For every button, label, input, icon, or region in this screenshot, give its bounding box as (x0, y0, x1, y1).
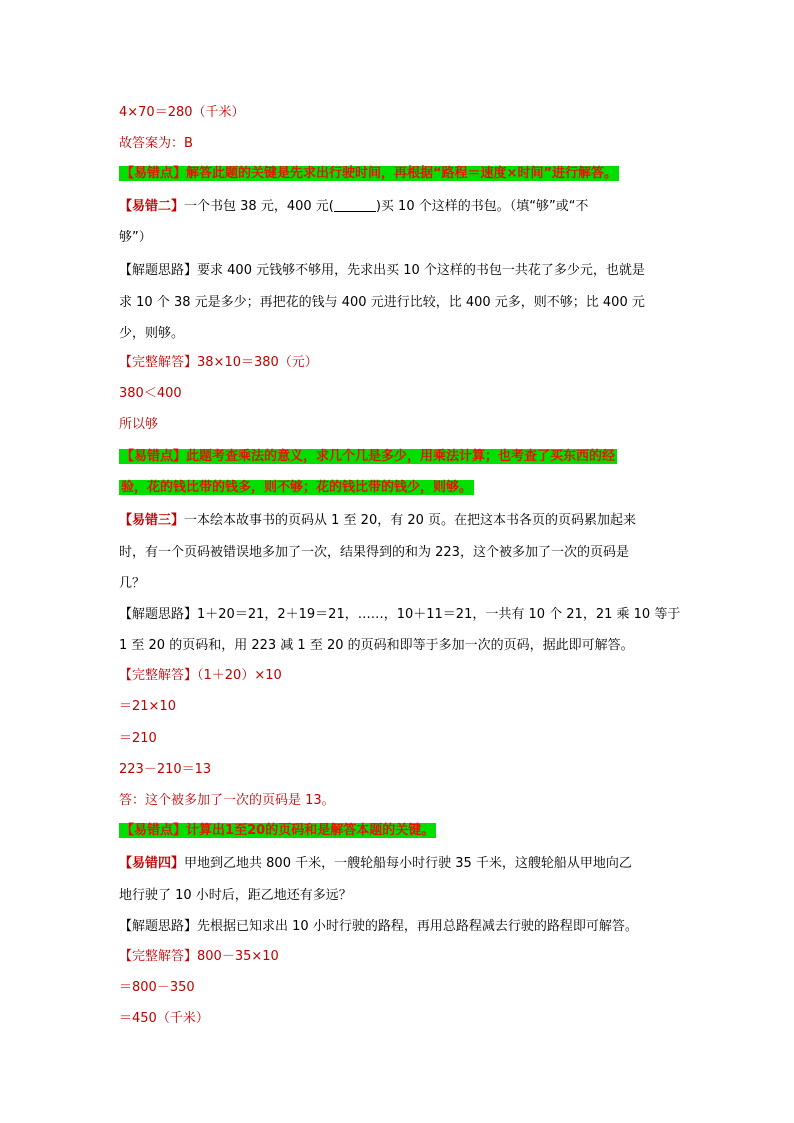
problem-2-question (119, 197, 588, 217)
problem-2-idea-3: 少，则够。 (119, 326, 185, 341)
problem-3-label: 【易错三】 (119, 513, 185, 528)
problem-2-label: 【易错二】 (119, 199, 185, 214)
idea-label: 【解题思路】 (119, 919, 198, 934)
problem-4-question-2: 地行驶了 10 小时后，距乙地还有多远？ (119, 888, 352, 903)
problem-2-idea-2: 求 10 个 38 元是多少；再把花的钱与 400 元进行比较，比 400 元多，则不够；比 400 元 (119, 295, 645, 310)
note-label: 【易错点】 (121, 823, 187, 838)
answer-blank (334, 197, 376, 212)
problem-4-solution-3: ＝450（千米） (119, 1011, 209, 1026)
solution-label: 【完整解答】 (119, 668, 198, 683)
note-line (119, 164, 619, 184)
problem-3-note (119, 821, 436, 841)
problem-2-note-1 (119, 447, 617, 467)
problem-3-solution-1: 【完整解答】（1＋20）×10 (119, 668, 282, 683)
idea-label: 【解题思路】 (119, 607, 198, 622)
problem-2-solution-1: 【完整解答】38×10＝380（元） (119, 355, 318, 370)
problem-3-solution-5: 答：这个被多加了一次的页码是 13。 (119, 793, 335, 808)
note-highlight: 【易错点】计算出1至20的页码和是解答本题的关键。 (121, 823, 435, 838)
problem-4-label: 【易错四】 (119, 856, 185, 871)
idea-label: 【解题思路】 (119, 263, 198, 278)
problem-4-question-1: 【易错四】甲地到乙地共 800 千米，一艘轮船每小时行驶 35 千米，这艘轮船从甲地向乙 (119, 856, 632, 871)
note-highlight: 验，花的钱比带的钱多，则不够；花的钱比带的钱少，则够。 (121, 480, 473, 495)
problem-3-solution-3: ＝210 (119, 731, 157, 746)
problem-4-solution-1: 【完整解答】800－35×10 (119, 949, 279, 964)
problem-3-question-1: 【易错三】一本绘本故事书的页码从 1 至 20，有 20 页。在把这本书各页的页码累加起来 (119, 513, 637, 528)
problem-2-solution-2: 380＜400 (119, 386, 182, 401)
problem-3-question-3: 几？ (119, 576, 146, 591)
solution-label: 【完整解答】 (119, 949, 198, 964)
problem-3-solution-4: 223－210＝13 (119, 762, 212, 777)
problem-4-solution-2: ＝800－350 (119, 980, 195, 995)
calc-line: 4×70＝280（千米） (119, 105, 245, 120)
problem-3-solution-2: ＝21×10 (119, 699, 176, 714)
note-label: 【易错点】 (121, 449, 187, 464)
problem-2-note-2 (119, 478, 474, 498)
answer-line: 故答案为：B (119, 136, 193, 151)
problem-2-question-cont: 够”） (119, 230, 152, 245)
problem-3-question-2: 时，有一个页码被错误地多加了一次，结果得到的和为 223，这个被多加了一次的页码是 (119, 545, 629, 560)
problem-3-idea-1: 【解题思路】1＋20＝21，2＋19＝21，……，10＋11＝21，一共有 10 个 21，21 乘 10 等于 (119, 607, 681, 622)
solution-label: 【完整解答】 (119, 355, 198, 370)
problem-2-idea-1: 【解题思路】要求 400 元钱够不够用，先求出买 10 个这样的书包一共花了多少元，也就是 (119, 263, 645, 278)
note-text: 解答此题的关键是先求出行驶时间，再根据“路程＝速度×时间”进行解答。 (186, 166, 617, 181)
note-highlight: 【易错点】此题考查乘法的意义，求几个几是多少，用乘法计算；也考查了买东西的经 (121, 449, 616, 464)
problem-2-text-a: 一个书包 38 元，400 元( (184, 199, 334, 214)
note-label: 【易错点】 (121, 166, 187, 181)
problem-3-idea-2: 1 至 20 的页码和，用 223 减 1 至 20 的页码和即等于多加一次的页码，据此即可解答。 (119, 638, 634, 653)
problem-2-solution-3: 所以够 (119, 417, 159, 432)
note-highlight (119, 166, 619, 181)
problem-2-text-b: )买 10 个这样的书包。（填“够”或“不 (375, 199, 589, 214)
problem-4-idea-1: 【解题思路】先根据已知求出 10 小时行驶的路程，再用总路程减去行驶的路程即可解答。 (119, 919, 638, 934)
